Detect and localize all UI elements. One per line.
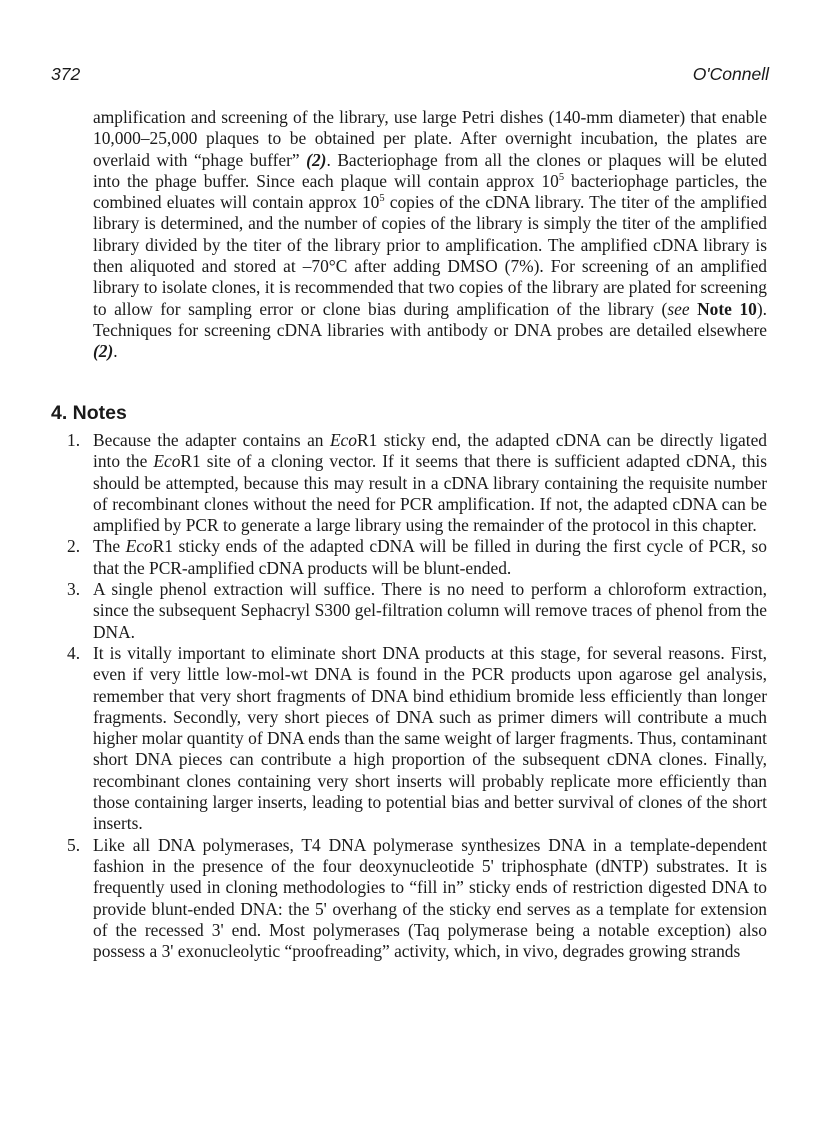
note-item xyxy=(51,536,767,579)
note-number: 1. xyxy=(67,430,81,450)
citation: (2) xyxy=(306,149,327,170)
italic-run: Eco xyxy=(125,536,153,557)
note-item xyxy=(51,835,767,963)
text-run: . Bacteriophage from all the clones or plaques will be eluted into the phage buffer. Since each plaque will contain approx 10 xyxy=(93,149,767,191)
note-item xyxy=(51,643,767,835)
text-run: Because the adapter contains an xyxy=(93,430,330,450)
note-number: 3. xyxy=(67,579,81,600)
note-number: 5. xyxy=(67,834,81,855)
superscript: 5 xyxy=(379,193,385,205)
note-item xyxy=(51,430,767,536)
note-text: It is vitally important to eliminate short DNA products at this stage, for several reasons. First, even if very little low-mol-wt DNA is found in the PCR products upon agarose gel analysis, remember that very short fragments of DNA bind ethidium bromide less efficiently than longer fragments. Secondly, very short pieces of DNA such as primer dimers will contribute a much higher molar quantity of DNA ends than the same weight of larger fragments. Thus, contaminant short DNA pieces can contribute a high proportion of the subsequent cDNA clones. Finally, recombinant clones containing very short inserts will probably replicate more efficiently than those containing larger inserts, leading to potential bias and better survival of clones of the short inserts. xyxy=(93,642,767,834)
superscript: 5 xyxy=(558,171,565,183)
text-run: R1 sticky ends of the adapted cDNA will be filled in during the first cycle of PCR, so that the PCR-amplified cDNA products will be blunt-ended. xyxy=(93,536,768,578)
text-run: R1 sticky end, the adapted cDNA can be directly ligated into the xyxy=(93,430,767,472)
text-run: . xyxy=(113,341,118,362)
italic-run: Eco xyxy=(329,430,357,450)
citation: (2) xyxy=(93,341,114,362)
note-text xyxy=(93,430,767,536)
page-number: 372 xyxy=(51,64,81,84)
italic-run: Eco xyxy=(153,451,181,472)
section-heading: 4. Notes xyxy=(51,402,127,424)
notes-list xyxy=(51,430,767,962)
note-reference: Note 10 xyxy=(697,298,757,319)
text-run: bacteriophage particles, the combined eluates will contain approx 10 xyxy=(93,170,767,213)
note-text xyxy=(93,536,767,579)
note-item xyxy=(51,579,767,643)
running-author: O'Connell xyxy=(692,64,769,84)
see-italic: see xyxy=(667,298,690,319)
note-text: A single phenol extraction will suffice. There is no need to perform a chloroform extraction, since the subsequent Sephacryl S300 gel-filtration column will remove traces of phenol from the DNA. xyxy=(93,579,767,642)
text-run: R1 site of a cloning vector. If it seems that there is sufficient adapted cDNA, this should be attempted, because this may result in a cDNA library containing the requisite number of recombinant clones without the need for PCR amplification. If not, the adapted cDNA can be amplified by PCR to generate a large library using the remainder of the protocol in this chapter. xyxy=(93,451,767,536)
text-run: copies of the cDNA library. The titer of the amplified library is determined, and the number of copies of the library is simply the titer of the amplified library divided by the titer of the library prior to amplification. The amplified cDNA library is then aliquoted and stored at –70°C after adding DMSO (7%). For screening of an amplified library to isolate clones, it is recommended that two copies of the library are plated for screening to allow for sampling error or clone bias during amplification of the library ( xyxy=(93,192,768,319)
intro-paragraph xyxy=(93,107,767,363)
text-run: ). Techniques for screening cDNA libraries with antibody or DNA probes are detailed elsewhere xyxy=(93,298,767,340)
note-number: 4. xyxy=(67,642,81,663)
note-number: 2. xyxy=(67,536,81,557)
note-text: Like all DNA polymerases, T4 DNA polymerase synthesizes DNA in a template-dependent fashion in the presence of the four deoxynucleotide 5' triphosphate (dNTP) substrates. It is frequently used in cloning methodologies to “fill in” sticky ends of restriction digested DNA to provide blunt-ended DNA: the 5' overhang of the sticky end serves as a template for extension of the recessed 3' end. Most polymerases (Taq polymerase being a notable exception) also possess a 3' exonucleolytic “proofreading” activity, which, in vivo, degrades growing strands xyxy=(93,834,767,962)
intro-paragraph-block xyxy=(93,107,767,363)
text-run: amplification and screening of the library, use large Petri dishes (140-mm diameter) that enable 10,000–25,000 plaques to be obtained per plate. After overnight incubation, the plates are overlaid with “phage buffer” xyxy=(93,107,767,170)
running-header xyxy=(51,64,769,88)
text-run: The xyxy=(93,536,126,557)
